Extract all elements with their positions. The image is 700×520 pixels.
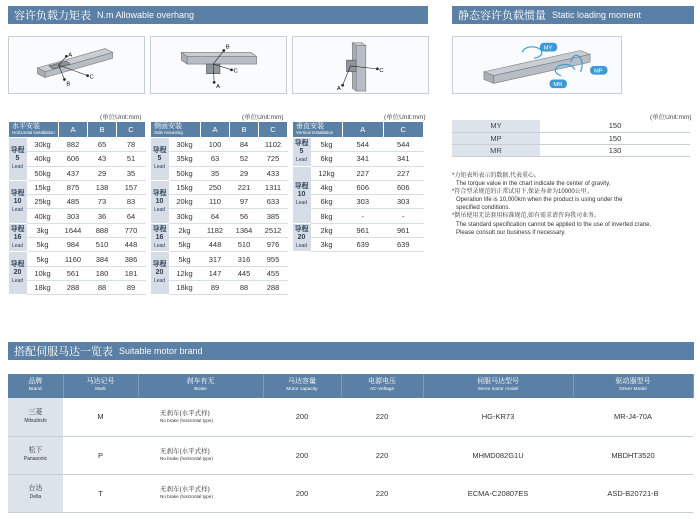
value-cell: 341 [383, 152, 424, 166]
label-my: MY [543, 45, 553, 52]
lead-group-label: 导程 20 Lead [293, 223, 311, 252]
motor-brand-table [8, 374, 694, 513]
capacity-cell: 200 [263, 474, 341, 512]
table-row [9, 195, 146, 209]
table-row [151, 166, 288, 180]
table-row [9, 138, 146, 152]
table-row [151, 252, 288, 266]
table-row [151, 138, 288, 152]
label-c: C [379, 67, 384, 74]
label-b: B [66, 81, 71, 88]
value-cell: 888 [88, 223, 117, 237]
value-cell: 63 [201, 152, 230, 166]
table-row [293, 166, 424, 180]
label-a: A [216, 84, 220, 91]
value-cell: 1644 [59, 223, 88, 237]
section-header-load [8, 6, 428, 24]
table-row [9, 266, 146, 280]
value-cell: 227 [383, 166, 424, 180]
value-cell: 110 [201, 195, 230, 209]
table-row [293, 138, 424, 152]
motor-row [8, 398, 693, 436]
load-weight-cell: 12kg [169, 266, 201, 280]
value-cell: 561 [59, 266, 88, 280]
table-row [151, 180, 288, 194]
motor-model-cell: ECMA-C20807ES [423, 474, 573, 512]
value-cell: 961 [383, 223, 424, 237]
value-cell: 78 [117, 138, 146, 152]
label-mr: MR [553, 82, 563, 89]
note-line: Please consult our business if necessary. [456, 229, 566, 236]
table-row [9, 166, 146, 180]
table-row [151, 209, 288, 223]
value-cell: 1182 [201, 223, 230, 237]
label-a: A [68, 52, 73, 59]
load-weight-cell: 35kg [169, 152, 201, 166]
value-cell: 56 [230, 209, 259, 223]
value-cell: 64 [117, 209, 146, 223]
value-cell: 52 [230, 152, 259, 166]
section-title-en: Suitable motor brand [119, 346, 203, 356]
value-cell: 448 [201, 238, 230, 252]
value-cell: 485 [59, 195, 88, 209]
value-cell: 288 [59, 280, 88, 294]
value-cell: 606 [59, 152, 88, 166]
section-header-static [452, 6, 694, 24]
value-cell: 180 [88, 266, 117, 280]
load-weight-cell: 5kg [169, 252, 201, 266]
value-cell: 875 [59, 180, 88, 194]
lead-group-label: 导程 16 Lead [9, 223, 27, 252]
header-mark: 马达记号 Mark [63, 374, 138, 398]
load-weight-cell: 15kg [27, 180, 59, 194]
motor-model-cell: HG-KR73 [423, 398, 573, 436]
notes-block [452, 172, 697, 237]
value-cell: 437 [59, 166, 88, 180]
column-header: C [117, 122, 146, 138]
load-weight-cell: 40kg [27, 152, 59, 166]
value-cell: 138 [88, 180, 117, 194]
vertical-load-table [292, 121, 424, 252]
column-header: B [230, 122, 259, 138]
value-cell: 317 [201, 252, 230, 266]
section-title-zh: 搭配伺服马达一览表 [14, 346, 113, 358]
mark-cell: M [63, 398, 138, 436]
value-cell: 303 [343, 195, 384, 209]
section-header-motor [8, 342, 694, 360]
load-weight-cell: 8kg [311, 209, 343, 223]
table-row [293, 180, 424, 194]
load-weight-cell: 2kg [169, 223, 201, 237]
value-cell: 606 [383, 180, 424, 194]
brake-cell: 无刹车(水平式样) No brake (horizontal type) [138, 474, 263, 512]
load-weight-cell: 2kg [311, 223, 343, 237]
moment-row [452, 132, 690, 144]
load-weight-cell: 18kg [169, 280, 201, 294]
horizontal-load-table [8, 121, 146, 295]
value-cell: 64 [201, 209, 230, 223]
mark-cell: P [63, 436, 138, 474]
value-cell: 2512 [259, 223, 288, 237]
table-header-row [9, 122, 146, 138]
table-header-row [293, 122, 424, 138]
value-cell: 510 [88, 238, 117, 252]
lead-group-label: 导程 10 Lead [293, 166, 311, 223]
table-row [293, 195, 424, 209]
value-cell: 955 [259, 252, 288, 266]
motor-row [8, 474, 693, 512]
table-row [9, 223, 146, 237]
lead-group-label: 导程 5 Lead [151, 138, 169, 181]
section-title-zh: 容许负载力矩表 [14, 10, 91, 22]
value-cell: 303 [59, 209, 88, 223]
header-motor-model: 伺服马达型号 Servo motor model [423, 374, 573, 398]
table-caption: 垂直安装 Vertical installation [293, 122, 343, 138]
header-driver-model: 驱动器型号 Driver Model [573, 374, 693, 398]
table-row [293, 223, 424, 237]
value-cell: 455 [259, 266, 288, 280]
column-header: C [383, 122, 424, 138]
load-weight-cell: 18kg [27, 280, 59, 294]
brake-cell: 无刹车(水平式样) No brake (horizontal type) [138, 398, 263, 436]
moment-row [452, 120, 690, 132]
load-weight-cell: 50kg [27, 166, 59, 180]
voltage-cell: 220 [341, 436, 423, 474]
header-brand: 品牌 Brand [8, 374, 63, 398]
value-cell: 157 [117, 180, 146, 194]
value-cell: 606 [343, 180, 384, 194]
value-cell: 29 [88, 166, 117, 180]
capacity-cell: 200 [263, 436, 341, 474]
value-cell: 448 [117, 238, 146, 252]
motor-model-cell: MHMD082G1U [423, 436, 573, 474]
moment-value: 150 [540, 120, 690, 132]
lead-group-label: 导程 10 Lead [9, 180, 27, 223]
value-cell: 36 [88, 209, 117, 223]
table-header-row [151, 122, 288, 138]
value-cell: 181 [117, 266, 146, 280]
value-cell: 43 [88, 152, 117, 166]
section-title-en: N.m Allowable overhang [97, 10, 195, 20]
label-mp: MP [593, 68, 603, 75]
moment-key: MP [452, 132, 540, 144]
value-cell: 976 [259, 238, 288, 252]
value-cell: 445 [230, 266, 259, 280]
value-cell: 100 [201, 138, 230, 152]
lead-group-label: 导程 20 Lead [9, 252, 27, 295]
moment-key: MR [452, 144, 540, 156]
note-line: specified conditions. [456, 205, 511, 212]
table-row [9, 209, 146, 223]
unit-note-vertical: (单位Unit:mm) [384, 114, 426, 121]
load-weight-cell: 12kg [311, 166, 343, 180]
moment-row [452, 144, 690, 156]
load-weight-cell: 30kg [169, 138, 201, 152]
value-cell: 1311 [259, 180, 288, 194]
column-header: A [343, 122, 384, 138]
value-cell: 89 [117, 280, 146, 294]
value-cell: 384 [88, 252, 117, 266]
value-cell: 633 [259, 195, 288, 209]
table-row [151, 280, 288, 294]
value-cell: 97 [230, 195, 259, 209]
value-cell: 84 [230, 138, 259, 152]
unit-note-static: (单位Unit:mm) [650, 114, 692, 121]
table-row [293, 238, 424, 252]
table-row [151, 266, 288, 280]
value-cell: 316 [230, 252, 259, 266]
value-cell: 544 [343, 138, 384, 152]
lead-group-label: 导程 5 Lead [9, 138, 27, 181]
value-cell: 65 [88, 138, 117, 152]
brake-cell: 无刹车(水平式样) No brake (horizontal type) [138, 436, 263, 474]
value-cell: - [383, 209, 424, 223]
mark-cell: T [63, 474, 138, 512]
value-cell: 29 [230, 166, 259, 180]
table-row [9, 238, 146, 252]
load-weight-cell: 5kg [169, 238, 201, 252]
value-cell: - [343, 209, 384, 223]
label-b: B [225, 44, 230, 51]
value-cell: 770 [117, 223, 146, 237]
unit-note-horizontal: (单位Unit:mm) [100, 114, 142, 121]
value-cell: 88 [230, 280, 259, 294]
table-row [151, 238, 288, 252]
load-weight-cell: 3kg [311, 238, 343, 252]
note-line: The torque value in the chart indicate the center of gravity. [456, 181, 611, 188]
value-cell: 961 [343, 223, 384, 237]
table-row [151, 152, 288, 166]
static-moment-table [452, 120, 690, 157]
value-cell: 639 [383, 238, 424, 252]
voltage-cell: 220 [341, 474, 423, 512]
section-title-en: Static loading moment [552, 10, 642, 20]
unit-note-side: (单位Unit:mm) [242, 114, 284, 121]
note-line: The standard specification cannot be applied to the use of inverted crane. [456, 221, 652, 228]
value-cell: 385 [259, 209, 288, 223]
load-weight-cell: 10kg [27, 266, 59, 280]
value-cell: 303 [383, 195, 424, 209]
value-cell: 88 [88, 280, 117, 294]
column-header: C [259, 122, 288, 138]
capacity-cell: 200 [263, 398, 341, 436]
load-weight-cell: 3kg [27, 223, 59, 237]
table-row [9, 280, 146, 294]
value-cell: 51 [117, 152, 146, 166]
load-weight-cell: 25kg [27, 195, 59, 209]
table-row [293, 152, 424, 166]
value-cell: 510 [230, 238, 259, 252]
table-row [151, 195, 288, 209]
motor-row [8, 436, 693, 474]
value-cell: 288 [259, 280, 288, 294]
value-cell: 882 [59, 138, 88, 152]
column-header: B [88, 122, 117, 138]
value-cell: 250 [201, 180, 230, 194]
value-cell: 35 [117, 166, 146, 180]
driver-model-cell: MR-J4-70A [573, 398, 693, 436]
moment-key: MY [452, 120, 540, 132]
lead-group-label: 导程 16 Lead [151, 223, 169, 252]
value-cell: 35 [201, 166, 230, 180]
load-weight-cell: 5kg [27, 252, 59, 266]
table-caption: 侧面安装 Side mounting [151, 122, 201, 138]
load-weight-cell: 5kg [311, 138, 343, 152]
table-row [9, 180, 146, 194]
label-c: C [89, 74, 94, 81]
note-line: *符合型录规范的正常试用下,保证寿命为10000公里。 [452, 189, 593, 196]
static-moment-diagram [452, 36, 622, 94]
table-row [9, 252, 146, 266]
load-weight-cell: 30kg [169, 209, 201, 223]
lead-group-label: 导程 5 Lead [293, 138, 311, 167]
note-line: *倒吊使用无法套用标准规范,如有需求请咨询我司业务。 [452, 213, 601, 220]
section-title-zh: 静态容许负载惯量 [458, 10, 546, 22]
load-weight-cell: 6kg [311, 152, 343, 166]
load-weight-cell: 5kg [27, 238, 59, 252]
value-cell: 433 [259, 166, 288, 180]
moment-value: 130 [540, 144, 690, 156]
value-cell: 83 [117, 195, 146, 209]
label-a: A [336, 86, 341, 93]
value-cell: 147 [201, 266, 230, 280]
value-cell: 227 [343, 166, 384, 180]
value-cell: 73 [88, 195, 117, 209]
column-header: A [59, 122, 88, 138]
load-weight-cell: 50kg [169, 166, 201, 180]
label-c: C [233, 68, 238, 75]
value-cell: 984 [59, 238, 88, 252]
note-line: *力矩表所表示的数据,代表重心。 [452, 173, 541, 179]
voltage-cell: 220 [341, 398, 423, 436]
table-caption: 水平安装 Horizontal installation [9, 122, 59, 138]
value-cell: 1102 [259, 138, 288, 152]
vertical-install-diagram [292, 36, 429, 94]
load-weight-cell: 15kg [169, 180, 201, 194]
brand-cell: 三菱 Mitsubishi [8, 398, 63, 436]
driver-model-cell: MBDHT3520 [573, 436, 693, 474]
table-row [9, 152, 146, 166]
load-weight-cell: 20kg [169, 195, 201, 209]
brand-cell: 松下 Panasonic [8, 436, 63, 474]
table-row [293, 209, 424, 223]
header-voltage: 电源电压 AC-Voltage [341, 374, 423, 398]
load-weight-cell: 6kg [311, 195, 343, 209]
load-weight-cell: 40kg [27, 209, 59, 223]
brand-cell: 台达 Delta [8, 474, 63, 512]
table-row [151, 223, 288, 237]
driver-model-cell: ASD-B20721-B [573, 474, 693, 512]
side-load-table [150, 121, 288, 295]
value-cell: 544 [383, 138, 424, 152]
lead-group-label: 导程 10 Lead [151, 180, 169, 223]
load-weight-cell: 4kg [311, 180, 343, 194]
side-mount-diagram [150, 36, 287, 94]
horizontal-install-diagram [8, 36, 145, 94]
value-cell: 1160 [59, 252, 88, 266]
value-cell: 1364 [230, 223, 259, 237]
moment-value: 150 [540, 132, 690, 144]
note-line: Operation life is 10,000km when the product is using under the [456, 197, 623, 204]
column-header: A [201, 122, 230, 138]
value-cell: 221 [230, 180, 259, 194]
value-cell: 725 [259, 152, 288, 166]
header-brake: 刹车有无 Brake [138, 374, 263, 398]
header-capacity: 马达容量 Motor capacity [263, 374, 341, 398]
value-cell: 341 [343, 152, 384, 166]
value-cell: 639 [343, 238, 384, 252]
value-cell: 89 [201, 280, 230, 294]
load-weight-cell: 30kg [27, 138, 59, 152]
value-cell: 386 [117, 252, 146, 266]
motor-header-row [8, 374, 693, 398]
lead-group-label: 导程 20 Lead [151, 252, 169, 295]
